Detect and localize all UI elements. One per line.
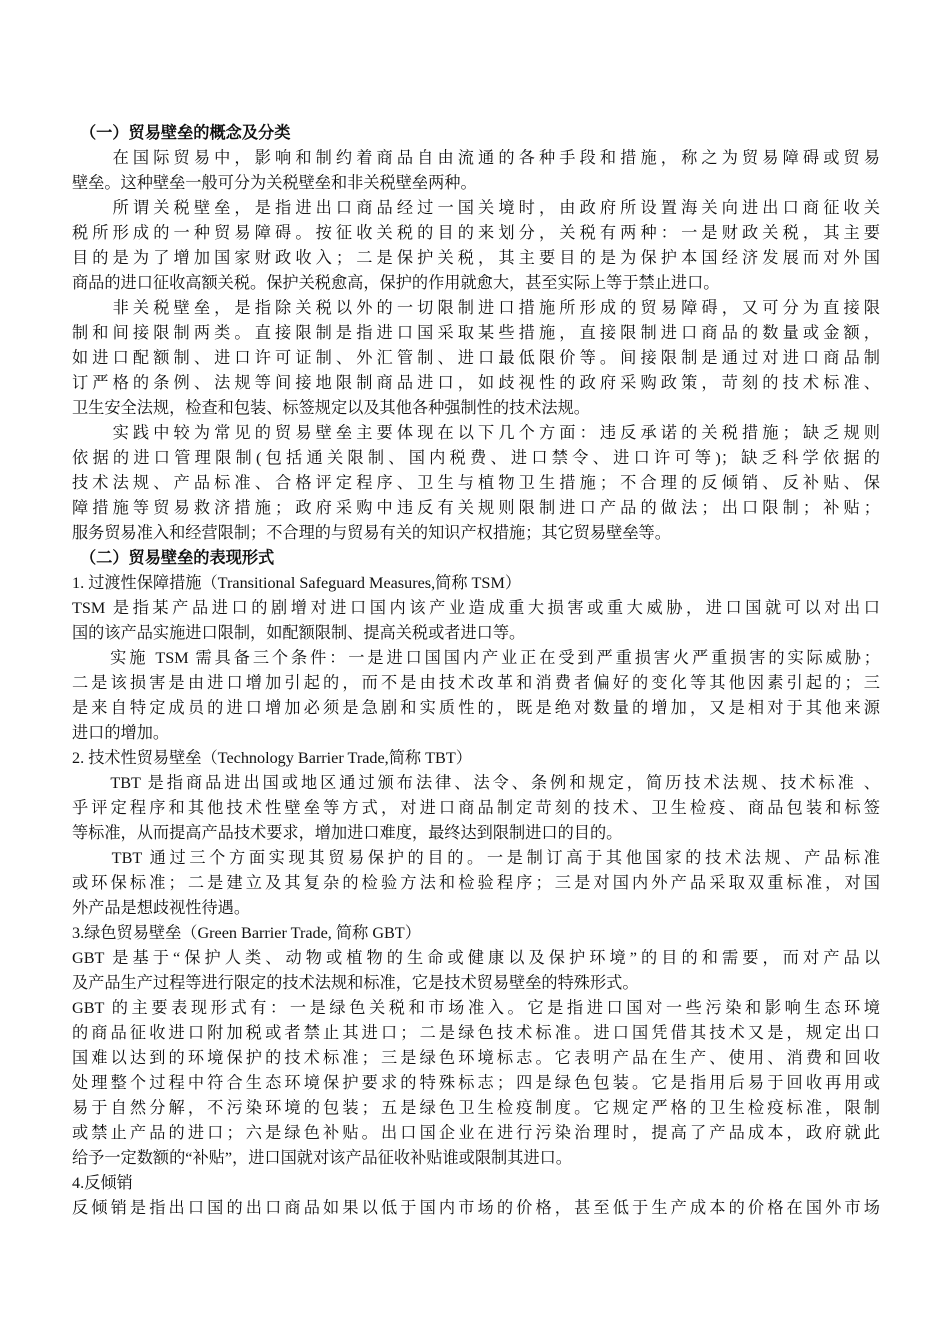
- paragraph-4: [72, 421, 880, 546]
- paragraph-line: 的商品征收进口附加税或者禁止其进口；二是绿色技术标准。进口国凭借其技术又是，规定出口: [72, 1024, 880, 1042]
- paragraph-line: 或环保标准；二是建立及其复杂的检验方法和检验程序；三是对国内外产品采取双重标准，对国: [72, 874, 880, 892]
- subsection-title-1: 1. 过渡性保障措施（Transitional Safeguard Measures,简称 TSM）: [72, 574, 522, 592]
- paragraph-line: 或禁止产品的进口；六是绿色补贴。出口国企业在进行污染治理时，提高了产品成本，政府就此: [72, 1124, 880, 1142]
- paragraph-line: 是来自特定成员的进口增加必须是急剧和实质性的，既是绝对数量的增加，又是相对于其他来源: [72, 699, 880, 717]
- paragraph-2: [72, 196, 880, 296]
- paragraph-line: 服务贸易准入和经营限制；不合理的与贸易有关的知识产权措施；其它贸易壁垒等。: [72, 524, 671, 542]
- paragraph-1: [72, 146, 880, 196]
- subsection-title-2: 2. 技术性贸易壁垒（Technology Barrier Trade,简称 TBT）: [72, 749, 472, 767]
- paragraph-line: 二是该损害是由进口增加引起的，而不是由技术改革和消费者偏好的变化等其他因素引起的；三: [72, 674, 880, 692]
- paragraph-line: 外产品是想歧视性待遇。: [72, 899, 251, 917]
- section-heading-1: （一）贸易壁垒的概念及分类: [80, 124, 291, 142]
- paragraph-10: [72, 996, 880, 1171]
- paragraph-8: [72, 846, 880, 921]
- paragraph-line: 给予一定数额的“补贴”，进口国就对该产品征收补贴谁或限制其进口。: [72, 1149, 572, 1167]
- paragraph-9: [72, 946, 880, 996]
- paragraph-line: 所谓关税壁垒，是指进出口商品经过一国关境时，由政府所设置海关向进出口商征收关: [72, 199, 880, 217]
- paragraph-line: 乎评定程序和其他技术性壁垒等方式，对进口商品制定苛刻的技术、卫生检疫、商品包装和标签: [72, 799, 880, 817]
- paragraph-line: GBT 的主要表现形式有：一是绿色关税和市场准入。它是指进口国对一些污染和影响生态环境: [72, 999, 880, 1017]
- paragraph-6: [72, 646, 880, 746]
- paragraph-line: 国的该产品实施进口限制，如配额限制、提高关税或者进口等。: [72, 624, 526, 642]
- paragraph-line: 国难以达到的环境保护的技术标准；三是绿色环境标志。它表明产品在生产、使用、消费和回收: [72, 1049, 880, 1067]
- paragraph-line: TBT 是指商品进出国或地区通过颁布法律、法令、条例和规定，简历技术法规、技术标准 、: [72, 774, 880, 792]
- paragraph-line: 在国际贸易中，影响和制约着商品自由流通的各种手段和措施，称之为贸易障碍或贸易: [72, 149, 880, 167]
- paragraph-line: 处理整个过程中符合生态环境保护要求的特殊标志；四是绿色包装。它是指用后易于回收再用或: [72, 1074, 880, 1092]
- paragraph-line: 依据的进口管理限制(包括通关限制、国内税费、进口禁令、进口许可等)；缺乏科学依据的: [72, 449, 880, 467]
- paragraph-5: [72, 596, 880, 646]
- paragraph-line: 反倾销是指出口国的出口商品如果以低于国内市场的价格，甚至低于生产成本的价格在国外市场: [72, 1199, 880, 1217]
- paragraph-3: [72, 296, 880, 421]
- paragraph-line: TSM 是指某产品进口的剧增对进口国内该产业造成重大损害或重大威胁，进口国就可以对出口: [72, 599, 880, 617]
- document-page: [72, 121, 880, 1221]
- paragraph-line: 障措施等贸易救济措施；政府采购中违反有关规则限制进口产品的做法；出口限制；补贴；: [72, 499, 880, 517]
- paragraph-line: 易于自然分解，不污染环境的包装；五是绿色卫生检疫制度。它规定严格的卫生检疫标准，限制: [72, 1099, 880, 1117]
- paragraph-11: [72, 1196, 880, 1221]
- paragraph-line: GBT 是基于“保护人类、动物或植物的生命或健康以及保护环境”的目的和需要，而对产品以: [72, 949, 880, 967]
- paragraph-line: 商品的进口征收高额关税。保护关税愈高，保护的作用就愈大，甚至实际上等于禁止进口。: [72, 274, 720, 292]
- paragraph-line: 如进口配额制、进口许可证制、外汇管制、进口最低限价等。间接限制是通过对进口商品制: [72, 349, 880, 367]
- paragraph-line: 进口的增加。: [72, 724, 170, 742]
- paragraph-line: 制和间接限制两类。直接限制是指进口国采取某些措施，直接限制进口商品的数量或金额，: [72, 324, 880, 342]
- paragraph-line: 目的是为了增加国家财政收入；二是保护关税，其主要目的是为保护本国经济发展而对外国: [72, 249, 880, 267]
- paragraph-line: 非关税壁垒，是指除关税以外的一切限制进口措施所形成的贸易障碍，又可分为直接限: [72, 299, 880, 317]
- section-heading-2: （二）贸易壁垒的表现形式: [80, 549, 275, 567]
- paragraph-line: 及产品生产过程等进行限定的技术法规和标准，它是技术贸易壁垒的特殊形式。: [72, 974, 639, 992]
- paragraph-line: TBT 通过三个方面实现其贸易保护的目的。一是制订高于其他国家的技术法规、产品标准: [72, 849, 880, 867]
- paragraph-line: 税所形成的一种贸易障碍。按征收关税的目的来划分，关税有两种：一是财政关税，其主要: [72, 224, 880, 242]
- paragraph-line: 壁垒。这种壁垒一般可分为关税壁垒和非关税壁垒两种。: [72, 174, 477, 192]
- paragraph-7: [72, 771, 880, 846]
- paragraph-line: 等标准，从而提高产品技术要求，增加进口难度，最终达到限制进口的目的。: [72, 824, 623, 842]
- paragraph-line: 实施 TSM 需具备三个条件：一是进口国国内产业正在受到严重损害火严重损害的实际威胁；: [72, 649, 880, 667]
- paragraph-line: 实践中较为常见的贸易壁垒主要体现在以下几个方面：违反承诺的关税措施；缺乏规则: [72, 424, 880, 442]
- paragraph-line: 卫生安全法规，检查和包装、标签规定以及其他各种强制性的技术法规。: [72, 399, 590, 417]
- subsection-title-3: 3.绿色贸易壁垒（Green Barrier Trade, 简称 GBT）: [72, 924, 421, 942]
- paragraph-line: 技术法规、产品标准、合格评定程序、卫生与植物卫生措施；不合理的反倾销、反补贴、保: [72, 474, 880, 492]
- subsection-title-4: 4.反倾销: [72, 1174, 133, 1192]
- paragraph-line: 订严格的条例、法规等间接地限制商品进口，如歧视性的政府采购政策，苛刻的技术标准、: [72, 374, 880, 392]
